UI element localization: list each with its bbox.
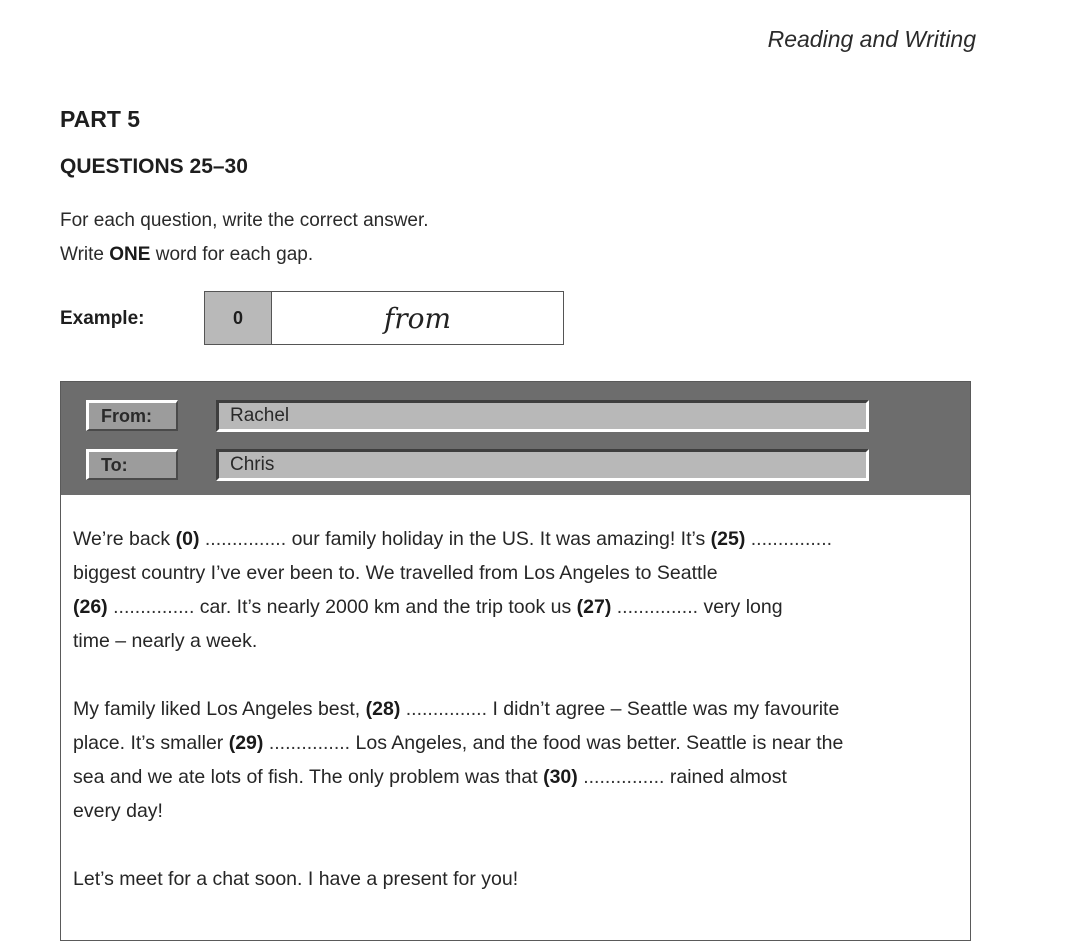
question-number: (26) [73, 596, 108, 618]
question-number: (27) [576, 596, 612, 618]
email-body [73, 522, 943, 930]
answer-gap: ............... [616, 596, 699, 618]
instruction-emphasis: ONE [109, 244, 151, 265]
email-window [60, 381, 971, 941]
email-header [61, 382, 970, 495]
text: our family holiday in the US. It was amazing! It’s [286, 528, 711, 550]
example-answer-box [204, 291, 564, 345]
email-paragraph-1 [73, 522, 943, 658]
text: very long [698, 596, 783, 618]
text: rained almost [664, 766, 787, 788]
instruction-line-1: For each question, write the correct answer. [60, 210, 429, 231]
answer-gap: ............... [750, 528, 833, 550]
from-field: Rachel [216, 400, 869, 432]
to-label: To: [86, 449, 178, 480]
email-paragraph-3 [73, 862, 943, 896]
text: sea and we ate lots of fish. The only problem was that [73, 766, 544, 788]
text: We’re back [73, 528, 176, 550]
from-label: From: [86, 400, 178, 431]
text: My family liked Los Angeles best, [73, 698, 366, 720]
question-number: (25) [710, 528, 746, 550]
example-answer: from [383, 301, 452, 335]
text: car. It’s nearly 2000 km and the trip took us [194, 596, 577, 618]
answer-gap: ............... [583, 766, 665, 788]
text: Let’s meet for a chat soon. I have a present for you! [73, 868, 519, 890]
answer-gap: ............... [113, 596, 195, 618]
text: every day! [73, 800, 163, 822]
section-header: Reading and Writing [767, 26, 976, 52]
instruction-line-2 [60, 244, 313, 266]
questions-title: QUESTIONS 25–30 [60, 155, 248, 178]
question-number: (30) [543, 766, 578, 788]
example-number: 0 [205, 292, 272, 344]
text: biggest country I’ve ever been to. We travelled from Los Angeles to Seattle [73, 562, 718, 584]
instruction-text: Write [60, 244, 110, 265]
part-title: PART 5 [60, 106, 141, 132]
question-number: (29) [228, 732, 264, 754]
question-number: (28) [365, 698, 401, 720]
answer-gap: ............... [204, 528, 287, 550]
text: place. It’s smaller [73, 732, 229, 754]
email-paragraph-2 [73, 692, 943, 828]
answer-gap: ............... [405, 698, 488, 720]
text: I didn’t agree – Seattle was my favourite [487, 698, 840, 720]
example-label: Example: [60, 308, 145, 329]
text: time – nearly a week. [73, 630, 258, 652]
answer-gap: ............... [268, 732, 351, 754]
to-field: Chris [216, 449, 869, 481]
instruction-text: word for each gap. [150, 244, 314, 265]
question-number: (0) [175, 528, 200, 550]
text: Los Angeles, and the food was better. Seattle is near the [350, 732, 844, 754]
